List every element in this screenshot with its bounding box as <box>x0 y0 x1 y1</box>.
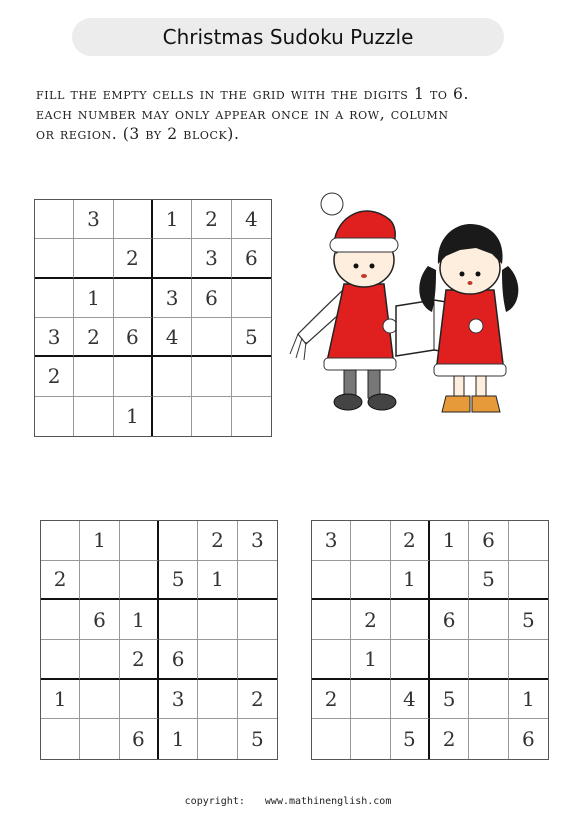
sudoku-cell <box>351 719 390 759</box>
sudoku-cell <box>41 640 80 680</box>
sudoku-cell: 1 <box>74 279 113 318</box>
sudoku-cell <box>41 719 80 759</box>
sudoku-cell <box>469 640 508 680</box>
sudoku-cell <box>391 600 430 640</box>
sudoku-cell <box>198 719 237 759</box>
sudoku-cell: 5 <box>159 561 198 601</box>
sudoku-cell <box>153 239 192 278</box>
sudoku-cell: 1 <box>41 680 80 720</box>
sudoku-cell: 2 <box>114 239 153 278</box>
sudoku-cell: 3 <box>159 680 198 720</box>
sudoku-cell <box>232 397 271 436</box>
sudoku-grid-1 <box>34 199 272 437</box>
sudoku-cell <box>232 357 271 396</box>
sudoku-cell <box>114 279 153 318</box>
sudoku-cell: 2 <box>35 357 74 396</box>
sudoku-cell: 5 <box>250 727 264 752</box>
sudoku-cell <box>351 680 390 720</box>
sudoku-cell: 2 <box>120 640 159 680</box>
sudoku-cell: 2 <box>192 200 231 239</box>
sudoku-cell <box>80 719 119 759</box>
sudoku-cell: 1 <box>80 521 119 561</box>
sudoku-cell: 2 <box>198 521 237 561</box>
sudoku-cell <box>509 640 548 680</box>
sudoku-cell <box>391 640 430 680</box>
sudoku-cell: 1 <box>509 680 548 720</box>
sudoku-cell <box>469 680 508 720</box>
sudoku-cell: 6 <box>469 521 508 561</box>
sudoku-cell: 6 <box>521 727 535 752</box>
sudoku-cell <box>74 239 113 278</box>
sudoku-cell: 4 <box>232 200 271 239</box>
sudoku-cell <box>238 600 277 640</box>
sudoku-cell: 1 <box>198 561 237 601</box>
title-bar <box>72 18 504 56</box>
sudoku-cell: 6 <box>232 239 271 278</box>
sudoku-cell <box>41 521 80 561</box>
sudoku-cell <box>159 600 198 640</box>
sudoku-cell: 3 <box>153 279 192 318</box>
sudoku-cell: 3 <box>35 318 74 357</box>
sudoku-cell <box>469 600 508 640</box>
sudoku-cell <box>35 200 74 239</box>
sudoku-cell <box>469 719 508 759</box>
sudoku-cell <box>159 521 198 561</box>
sudoku-cell <box>153 397 192 436</box>
sudoku-cell: 3 <box>238 521 277 561</box>
sudoku-cell <box>509 521 548 561</box>
sudoku-cell: 5 <box>469 561 508 601</box>
sudoku-cell <box>35 279 74 318</box>
sudoku-cell <box>312 600 351 640</box>
sudoku-cell <box>35 239 74 278</box>
sudoku-cell <box>351 521 390 561</box>
sudoku-cell <box>192 357 231 396</box>
footer <box>0 796 576 807</box>
sudoku-cell <box>120 561 159 601</box>
sudoku-cell <box>198 640 237 680</box>
sudoku-cell <box>232 279 271 318</box>
sudoku-cell: 6 <box>114 318 153 357</box>
sudoku-grid-2 <box>40 520 278 760</box>
sudoku-cell <box>430 561 469 601</box>
carol-singers-illustration <box>286 186 546 426</box>
instruction-line: each number may only appear once in a row, column <box>36 105 449 123</box>
sudoku-cell: 1 <box>351 640 390 680</box>
sudoku-cell: 3 <box>192 239 231 278</box>
sudoku-cell <box>114 357 153 396</box>
sudoku-cell <box>35 397 74 436</box>
sudoku-cell: 6 <box>80 600 119 640</box>
copyright-label: copyright: <box>184 796 245 807</box>
sudoku-cell: 2 <box>430 719 469 759</box>
instruction-line: fill the empty cells in the grid with the digits 1 to 6. <box>36 85 470 103</box>
sudoku-cell: 2 <box>41 561 80 601</box>
sudoku-cell <box>238 561 277 601</box>
sudoku-cell: 1 <box>391 561 430 601</box>
copyright-url[interactable]: www.mathinenglish.com <box>264 796 392 807</box>
page-title: Christmas Sudoku Puzzle <box>162 25 414 49</box>
sudoku-cell: 2 <box>391 521 430 561</box>
sudoku-cell <box>120 521 159 561</box>
sudoku-cell: 5 <box>391 719 430 759</box>
instructions <box>36 84 556 144</box>
sudoku-cell <box>312 561 351 601</box>
sudoku-cell <box>80 680 119 720</box>
sudoku-cell: 1 <box>114 397 153 436</box>
sudoku-cell <box>120 680 159 720</box>
sudoku-cell <box>192 318 231 357</box>
sudoku-cell: 6 <box>192 279 231 318</box>
sudoku-cell <box>153 357 192 396</box>
sudoku-cell: 3 <box>312 521 351 561</box>
sudoku-cell: 5 <box>232 318 271 357</box>
sudoku-cell: 5 <box>430 680 469 720</box>
sudoku-cell <box>114 200 153 239</box>
sudoku-cell: 6 <box>159 640 198 680</box>
sudoku-cell: 4 <box>391 680 430 720</box>
sudoku-cell: 5 <box>509 600 548 640</box>
sudoku-cell <box>80 561 119 601</box>
sudoku-cell: 1 <box>159 719 198 759</box>
sudoku-cell <box>312 640 351 680</box>
sudoku-cell: 1 <box>153 200 192 239</box>
sudoku-cell <box>192 397 231 436</box>
sudoku-cell <box>41 600 80 640</box>
sudoku-cell <box>74 357 113 396</box>
sudoku-cell: 1 <box>120 600 159 640</box>
sudoku-cell <box>74 397 113 436</box>
instruction-line: or region. (3 by 2 block). <box>36 125 240 143</box>
sudoku-cell: 2 <box>351 600 390 640</box>
sudoku-cell: 6 <box>430 600 469 640</box>
boy-figure <box>290 193 398 410</box>
sudoku-grid-3 <box>311 520 549 760</box>
sudoku-cell <box>351 561 390 601</box>
sudoku-cell <box>430 640 469 680</box>
sudoku-cell <box>80 640 119 680</box>
sudoku-cell <box>198 680 237 720</box>
sudoku-cell <box>509 561 548 601</box>
sudoku-cell <box>238 640 277 680</box>
sudoku-cell: 2 <box>312 680 351 720</box>
sudoku-cell: 2 <box>74 318 113 357</box>
sudoku-cell <box>198 600 237 640</box>
sudoku-cell <box>312 719 351 759</box>
sudoku-cell: 3 <box>74 200 113 239</box>
sudoku-cell: 2 <box>238 680 277 720</box>
sudoku-cell: 6 <box>120 719 159 759</box>
sudoku-cell: 4 <box>153 318 192 357</box>
sudoku-cell: 1 <box>430 521 469 561</box>
